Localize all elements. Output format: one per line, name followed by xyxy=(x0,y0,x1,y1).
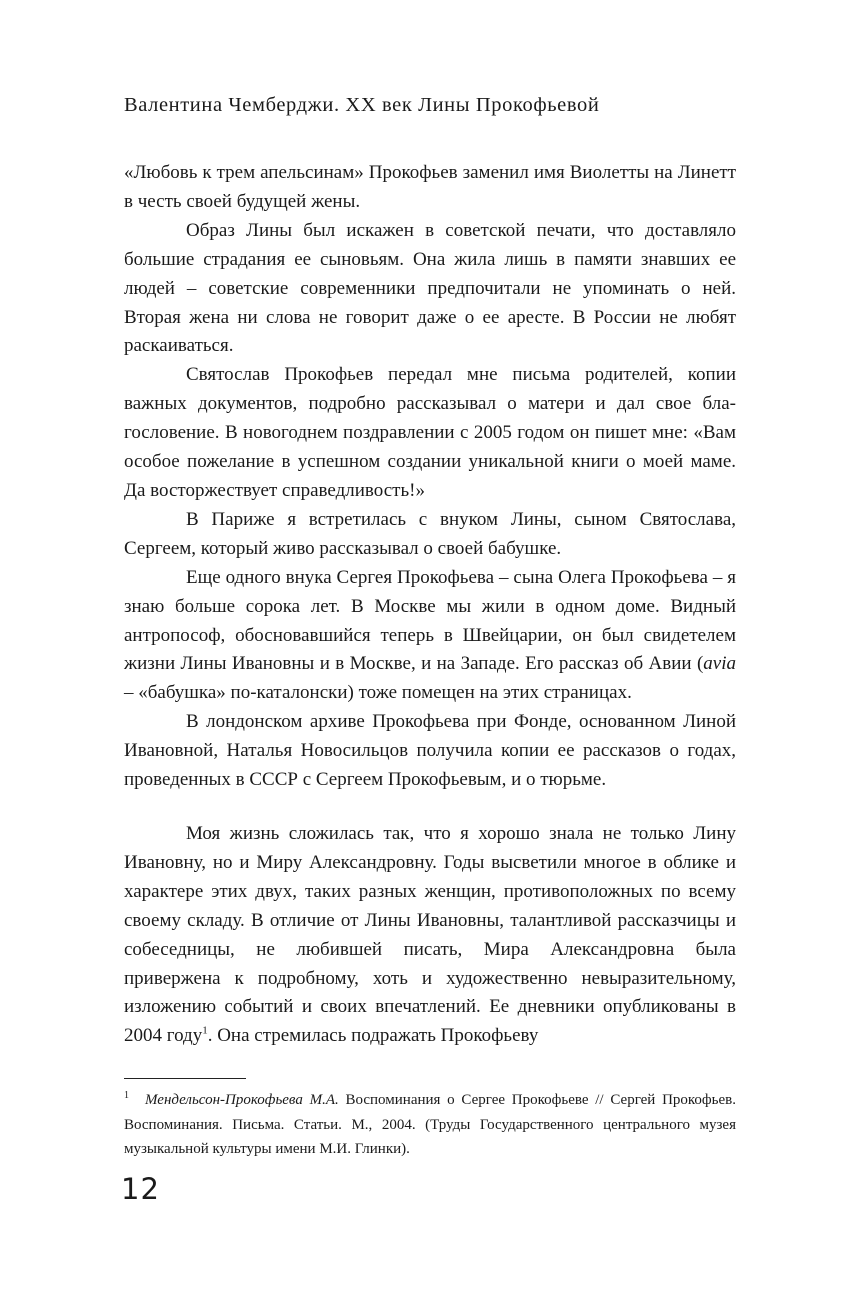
paragraph-5-text-end: – «бабушка» по-каталонски) тоже помещен на этих страницах. xyxy=(124,682,632,704)
paragraph-3: Святослав Прокофьев передал мне письма родителей, копии важных документов, подробно рассказывал о матери и дал свое благословение. В новогоднем поздравлении с 2005 годом он пишет мне: «Вам особое пожелание в успешном создании уникальной книги о моей маме. Да восторжествует справедливость!» xyxy=(124,364,736,501)
footnote-divider xyxy=(124,1078,246,1079)
footnote-reference[interactable]: 1 xyxy=(202,1025,208,1038)
paragraph-2: Образ Лины был искажен в советской печати, что доставляло большие страдания ее сыновьям. Она жила лишь в памяти знавших ее людей – советские современники предпочитали не упоминать о ней. Вторая жена ни слова не говорит даже о ее аресте. В России не любят раскаиваться. xyxy=(124,219,736,357)
paragraph-7 xyxy=(124,820,736,1051)
paragraph-4: В Париже я встретилась с внуком Лины, сыном Святослава, Сергеем, который живо рассказывал о своей бабушке. xyxy=(124,508,736,559)
paragraph-6: В лондонском архиве Прокофьева при Фонде, основанном Линой Ивановной, Наталья Новосильцов получила копии ее рассказов о годах, проведенных в СССР с Сергеем Прокофьевым, и о тюрьме. xyxy=(124,711,736,791)
paragraph-1: «Любовь к трем апельсинам» Прокофьев заменил имя Виолетты на Линетт в честь своей будущей жены. xyxy=(124,162,736,212)
footnote-text: Воспоминания о Сергее Прокофьеве // Сергей Прокофьев. Воспоминания. Письма. Статьи. М., 2004. (Труды Государственного центрального музея музыкальной культуры имени М.И. Глинки). xyxy=(124,1092,736,1158)
main-text-section-1 xyxy=(124,159,736,795)
paragraph-7-text-end: . Она стремилась подражать Прокофьеву xyxy=(207,1025,539,1047)
footnote-author: Мендельсон-Прокофьева М.А. xyxy=(145,1092,339,1108)
main-text-section-2 xyxy=(124,820,736,1051)
paragraph-5 xyxy=(124,564,736,709)
paragraph-5-text-start: Еще одного внука Сергея Прокофьева – сына Олега Прокофьева – я знаю больше сорока лет. В Москве мы жили в одном доме. Видный антропософ, обосновавшийся теперь в Швейцарии, он был свидетелем жизни Лины Ивановны и в Москве, и на Западе. Его рассказ об Авии ( xyxy=(124,566,736,675)
page-number: 12 xyxy=(121,1172,160,1206)
paragraph-7-text-start: Моя жизнь сложилась так, что я хорошо знала не только Лину Ивановну, но и Миру Александровну. Годы высветили многое в облике и характере этих двух, таких разных женщин, противоположных по всему своему складу. В отличие от Лины Ивановны, талантливой рассказчицы и собеседницы, не любившей писать, Мира Александровна была привержена к подробному, хоть и художественно невыразительному, изложению событий и своих впечатлений. Ее дневники опубликованы в 2004 году xyxy=(124,823,736,1047)
footnote: 1 Мендельсон-Прокофьева М.А. Воспоминания о Сергее Прокофьеве // Сергей Прокофьев. Воспоминания. Письма. Статьи. М., 2004. (Труды Государственного центрального музея музыкальной культуры имени М.И. Глинки). xyxy=(124,1090,736,1158)
paragraph-5-italic-word: avia xyxy=(703,653,736,675)
running-head: Валентина Чемберджи. XX век Лины Прокофьевой xyxy=(124,94,600,116)
